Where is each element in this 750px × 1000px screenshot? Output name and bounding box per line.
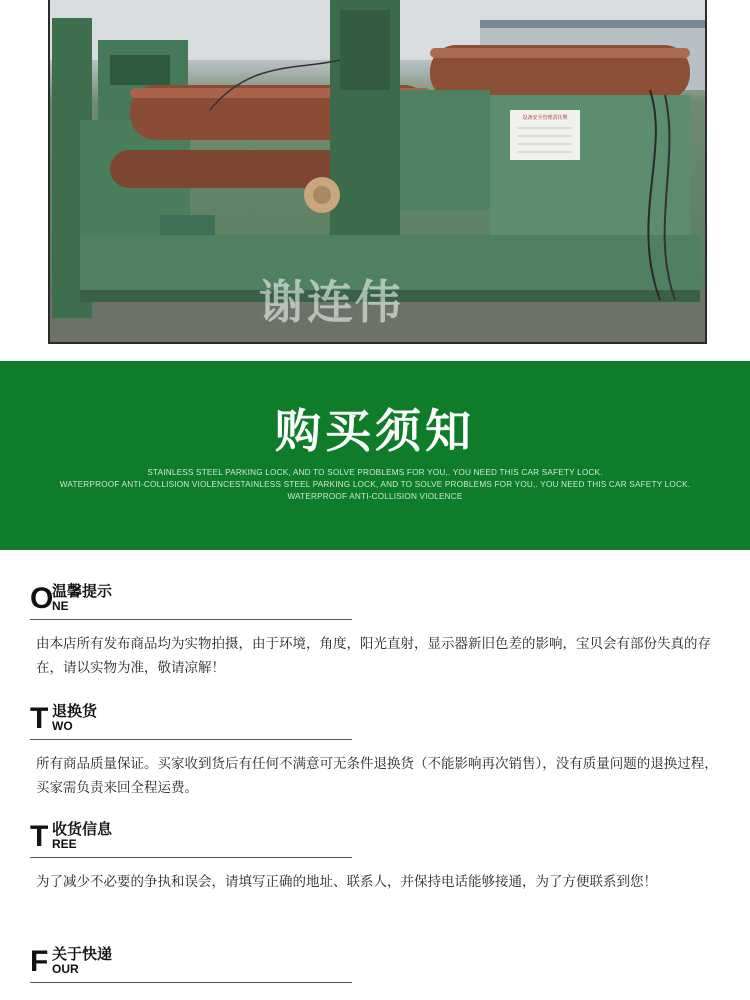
- banner-subtitle-line-3: WATERPROOF ANTI-COLLISION VIOLENCE: [287, 492, 463, 501]
- section-body: 为了减少不必要的争执和误会，请填写正确的地址、联系人，并保持电话能够接通，为了方便联系到您！: [36, 874, 657, 890]
- section-shipping-info: [30, 820, 730, 890]
- section-title: 温馨提示: [52, 582, 113, 600]
- section-title: 退换货: [52, 702, 98, 720]
- banner-title: 购买须知: [275, 404, 475, 458]
- section-subtitle: REE: [52, 837, 77, 851]
- section-divider: [30, 739, 352, 740]
- section-subtitle: OUR: [52, 962, 79, 976]
- section-initial: T: [30, 702, 49, 735]
- section-body: 由本店所有发布商品均为实物拍摄，由于环境，角度，阳光直射，显示器新旧色差的影响，宝贝会有部份失真的存在，请以实物为准，敬请凉解！: [36, 636, 711, 676]
- section-notice: [30, 582, 730, 676]
- section-heading: [30, 702, 730, 736]
- section-heading: [30, 582, 730, 616]
- photo-watermark: 谢连伟: [259, 275, 403, 329]
- section-body: 所有商品质量保证。买家收到货后有任何不满意可无条件退换货（不能影响再次销售），没有质量问题的退换过程，买家需负责来回全程运费。: [36, 756, 718, 796]
- banner-subtitle-line-2: WATERPROOF ANTI-COLLISION VIOLENCESTAINLESS STEEL PARKING LOCK, AND TO SOLVE PROBLEMS FOR YOU,. YOU NEED THIS CAR SAFETY LOCK.: [59, 480, 691, 489]
- section-initial: T: [30, 820, 49, 853]
- sign-title: 设备安全管理责任牌: [522, 115, 568, 121]
- section-heading: [30, 820, 730, 854]
- section-divider: [30, 857, 352, 858]
- banner-subtitle-line-1: STAINLESS STEEL PARKING LOCK, AND TO SOLVE PROBLEMS FOR YOU,. YOU NEED THIS CAR SAFETY LOCK.: [147, 468, 603, 477]
- section-courier: [30, 945, 730, 979]
- section-heading: [30, 945, 730, 979]
- section-divider: [30, 619, 352, 620]
- section-title: 关于快递: [52, 945, 113, 963]
- section-subtitle: NE: [52, 599, 69, 613]
- product-photo: [48, 0, 707, 344]
- section-title: 收货信息: [52, 820, 113, 838]
- section-returns: [30, 702, 730, 796]
- section-subtitle: WO: [52, 719, 73, 733]
- purchase-notice-banner: [0, 361, 750, 550]
- section-initial: O: [30, 582, 54, 615]
- section-divider: [30, 982, 352, 983]
- section-initial: F: [30, 945, 49, 978]
